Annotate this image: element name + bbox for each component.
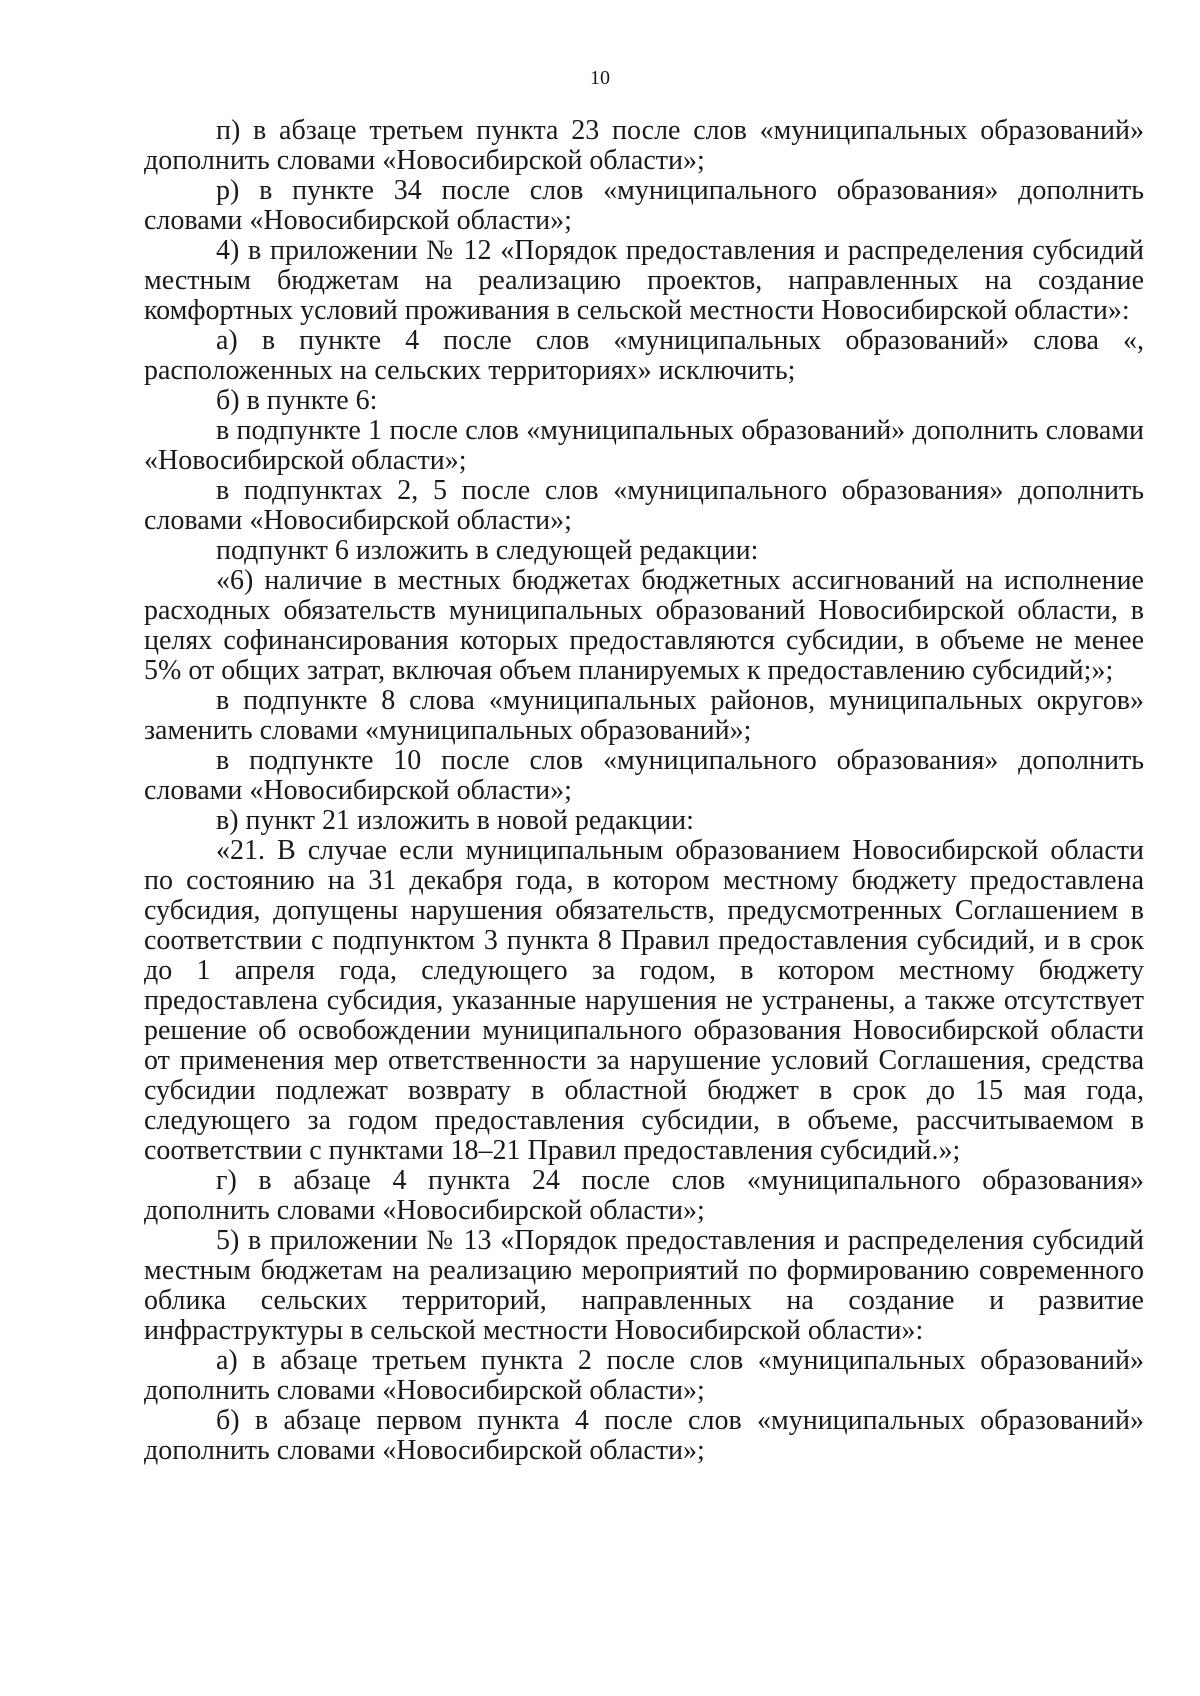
- paragraph: р) в пункте 34 после слов «муниципального образования» дополнить словами «Новосибирской области»;: [144, 175, 1144, 236]
- paragraph: г) в абзаце 4 пункта 24 после слов «муниципального образования» дополнить словами «Новосибирской области»;: [144, 1165, 1144, 1226]
- paragraph: в подпункте 8 слова «муниципальных районов, муниципальных округов» заменить словами «муниципальных образований»;: [144, 685, 1144, 746]
- paragraph: б) в абзаце первом пункта 4 после слов «муниципальных образований» дополнить словами «Новосибирской области»;: [144, 1405, 1144, 1466]
- paragraph: п) в абзаце третьем пункта 23 после слов «муниципальных образований» дополнить словами «Новосибирской области»;: [144, 115, 1144, 176]
- paragraph: в) пункт 21 изложить в новой редакции:: [216, 805, 694, 836]
- paragraph: б) в пункте 6:: [216, 385, 378, 416]
- document-body: [144, 116, 1144, 1466]
- paragraph: подпункт 6 изложить в следующей редакции:: [216, 535, 759, 566]
- paragraph: а) в пункте 4 после слов «муниципальных образований» слова «, расположенных на сельских территориях» исключить;: [144, 325, 1144, 386]
- paragraph: «6) наличие в местных бюджетах бюджетных ассигнований на исполнение расходных обязательств муниципальных образований Новосибирской области, в целях софинансирования которых предоставляются субсидии, в объеме не менее 5% от общих затрат, включая объем планируемых к предоставлению субсидий;»;: [144, 565, 1144, 686]
- paragraph: в подпункте 10 после слов «муниципального образования» дополнить словами «Новосибирской области»;: [144, 745, 1144, 806]
- paragraph: в подпункте 1 после слов «муниципальных образований» дополнить словами «Новосибирской области»;: [144, 415, 1144, 476]
- paragraph: «21. В случае если муниципальным образованием Новосибирской области по состоянию на 31 декабря года, в котором местному бюджету предоставлена субсидия, допущены нарушения обязательств, предусмотренных Соглашением в соответствии с подпунктом 3 пункта 8 Правил предоставления субсидий, и в срок до 1 апреля года, следующего за годом, в котором местному бюджету предоставлена субсидия, указанные нарушения не устранены, а также отсутствует решение об освобождении муниципального образования Новосибирской области от применения мер ответственности за нарушение условий Соглашения, средства субсидии подлежат возврату в областной бюджет в срок до 15 мая года, следующего за годом предоставления субсидии, в объеме, рассчитываемом в соответствии с пунктами 18–21 Правил предоставления субсидий.»;: [144, 835, 1144, 1166]
- paragraph: 5) в приложении № 13 «Порядок предоставления и распределения субсидий местным бюджетам на реализацию мероприятий по формированию современного облика сельских территорий, направленных на создание и развитие инфраструктуры в сельской местности Новосибирской области»:: [144, 1225, 1144, 1346]
- paragraph: а) в абзаце третьем пункта 2 после слов «муниципальных образований» дополнить словами «Новосибирской области»;: [144, 1345, 1144, 1406]
- paragraph: в подпунктах 2, 5 после слов «муниципального образования» дополнить словами «Новосибирской области»;: [144, 475, 1144, 536]
- page-number: 10: [590, 67, 610, 89]
- paragraph: 4) в приложении № 12 «Порядок предоставления и распределения субсидий местным бюджетам на реализацию проектов, направленных на создание комфортных условий проживания в сельской местности Новосибирской области»:: [144, 235, 1144, 326]
